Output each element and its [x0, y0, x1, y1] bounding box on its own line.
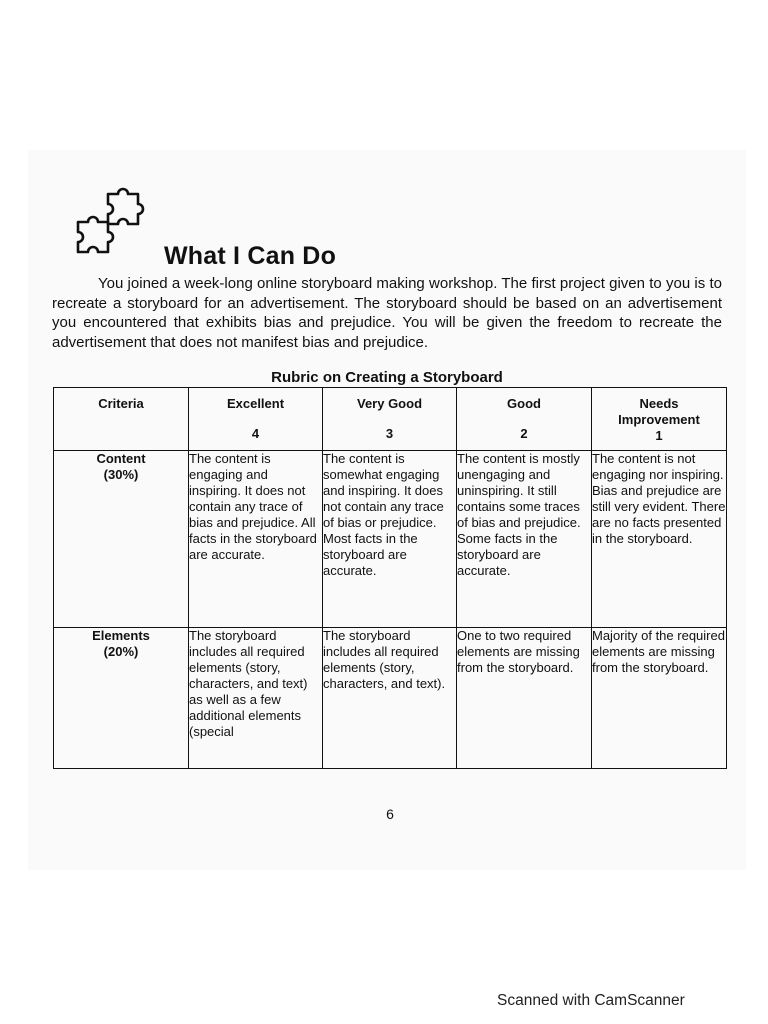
rubric-row-content — [54, 451, 727, 628]
rubric-cell: The content is not engaging nor inspiring. Bias and prejudice are still very evident. There are no facts presented in the storyboard. — [592, 451, 727, 628]
criterion-cell — [54, 451, 189, 628]
rubric-cell: The content is somewhat engaging and inspiring. It does not contain any trace of bias or prejudice. Most facts in the storyboard are accurate. — [323, 451, 457, 628]
rubric-table — [53, 387, 727, 769]
rubric-header-row — [54, 388, 727, 451]
header-label: Excellent — [226, 396, 285, 411]
criterion-name: Content — [96, 451, 146, 466]
header-label: Very Good — [356, 396, 423, 411]
header-label: Good — [507, 396, 541, 411]
header-label: Needs Improvement — [618, 396, 700, 427]
rubric-cell: The content is engaging and inspiring. It does not contain any trace of bias and prejudice. All facts in the storyboard are accurate. — [189, 451, 323, 628]
camscanner-watermark: Scanned with CamScanner — [497, 992, 685, 1009]
rubric-cell: One to two required elements are missing from the storyboard. — [457, 628, 592, 769]
criterion-name: Elements — [92, 628, 150, 643]
rubric-cell: The content is mostly unengaging and uninspiring. It still contains some traces of bias and prejudice. Some facts in the storyboard are accurate. — [457, 451, 592, 628]
puzzle-pieces-icon — [72, 186, 156, 258]
page-number: 6 — [386, 806, 394, 822]
header-very-good — [323, 388, 457, 451]
header-score: 2 — [520, 426, 528, 441]
rubric-cell: The storyboard includes all required elements (story, characters, and text). — [323, 628, 457, 769]
header-label: Criteria — [98, 396, 144, 411]
header-good — [457, 388, 592, 451]
header-criteria — [54, 388, 189, 451]
intro-paragraph: You joined a week-long online storyboard making workshop. The first project given to you is to recreate a storyboard for an advertisement. The storyboard should be based on an advertisement you encountered that exhibits bias and prejudice. You will be given the freedom to recreate the advertisement that does not manifest bias and prejudice. — [52, 275, 722, 351]
rubric-cell: The storyboard includes all required elements (story, characters, and text) as well as a few additional elements (special — [189, 628, 323, 769]
section-heading: What I Can Do — [164, 242, 337, 270]
rubric-row-elements — [54, 628, 727, 769]
criterion-weight: (30%) — [103, 467, 139, 482]
criterion-cell — [54, 628, 189, 769]
rubric-cell: Majority of the required elements are missing from the storyboard. — [592, 628, 727, 769]
header-excellent — [189, 388, 323, 451]
header-score: 3 — [385, 426, 394, 441]
rubric-title: Rubric on Creating a Storyboard — [271, 369, 503, 386]
header-needs-improvement — [592, 388, 727, 451]
criterion-weight: (20%) — [103, 644, 139, 659]
header-score: 1 — [655, 428, 663, 443]
header-score: 4 — [251, 426, 260, 441]
